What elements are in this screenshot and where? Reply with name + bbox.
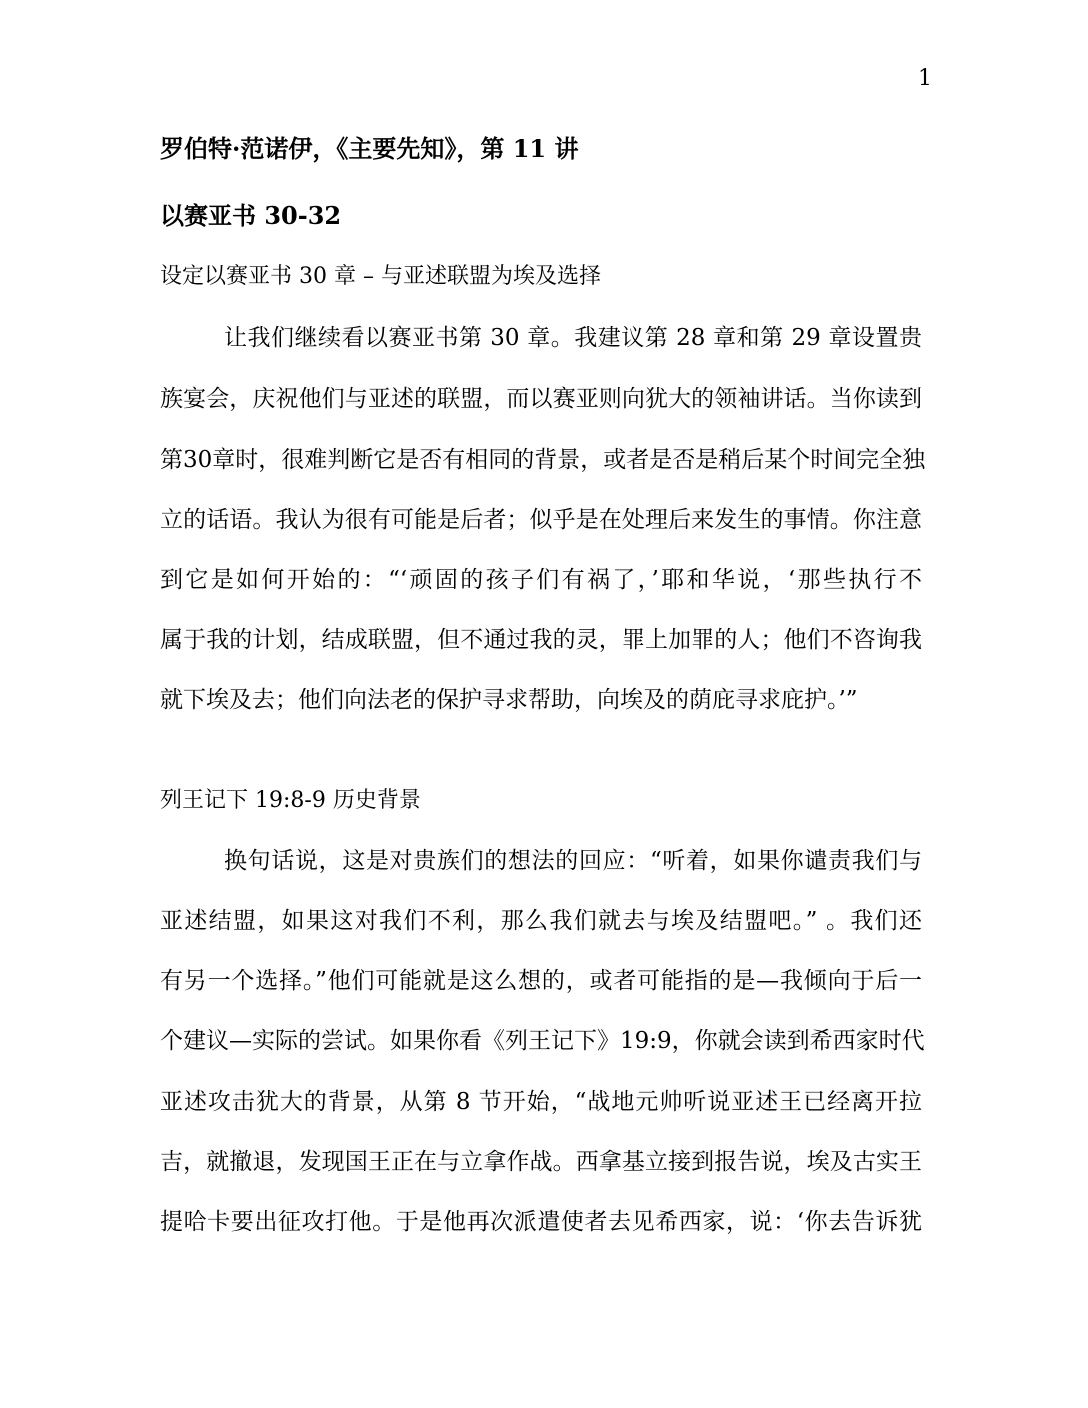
paragraph-line: 提哈卡要出征攻打他。于是他再次派遣使者去见希西家，说：‘你去告诉犹 [160,1209,922,1235]
paragraph-line: 亚述结盟，如果这对我们不利，那么我们就去与埃及结盟吧。” 。我们还 [160,908,922,934]
paragraph-line: 到它是如何开始的：“‘顽固的孩子们有祸了，’耶和华说，‘那些执行不 [160,567,922,593]
section-heading: 设定以赛亚书 30 章 – 与亚述联盟为埃及选择 [160,264,601,289]
paragraph-line: 有另一个选择。”他们可能就是这么想的，或者可能指的是—我倾向于后一 [160,968,922,994]
paragraph-line: 换句话说，这是对贵族们的想法的回应：“听着，如果你谴责我们与 [224,848,922,874]
paragraph-line: 属于我的计划，结成联盟，但不通过我的灵，罪上加罪的人；他们不咨询我 [160,627,922,653]
paragraph-line: 就下埃及去；他们向法老的保护寻求帮助，向埃及的荫庇寻求庇护。’” [160,687,858,713]
paragraph-line: 吉，就撤退，发现国王正在与立拿作战。西拿基立接到报告说，埃及古实王 [160,1149,922,1175]
document-subtitle: 以赛亚书 30-32 [160,201,342,230]
paragraph-line: 让我们继续看以赛亚书第 30 章。我建议第 28 章和第 29 章设置贵 [224,325,922,351]
paragraph-line: 立的话语。我认为很有可能是后者；似乎是在处理后来发生的事情。你注意 [160,507,922,533]
paragraph-line: 族宴会，庆祝他们与亚述的联盟，而以赛亚则向犹大的领袖讲话。当你读到 [160,386,922,412]
page-number: 1 [918,66,932,91]
paragraph-line: 亚述攻击犹大的背景，从第 8 节开始，“战地元帅听说亚述王已经离开拉 [160,1089,922,1115]
section-heading: 列王记下 19:8-9 历史背景 [160,788,421,813]
document-title: 罗伯特·范诺伊，《主要先知》，第 11 讲 [160,134,579,163]
paragraph-line: 第30章时，很难判断它是否有相同的背景，或者是否是稍后某个时间完全独 [160,447,926,473]
paragraph-line: 个建议—实际的尝试。如果你看《列王记下》19:9，你就会读到希西家时代 [160,1028,925,1054]
